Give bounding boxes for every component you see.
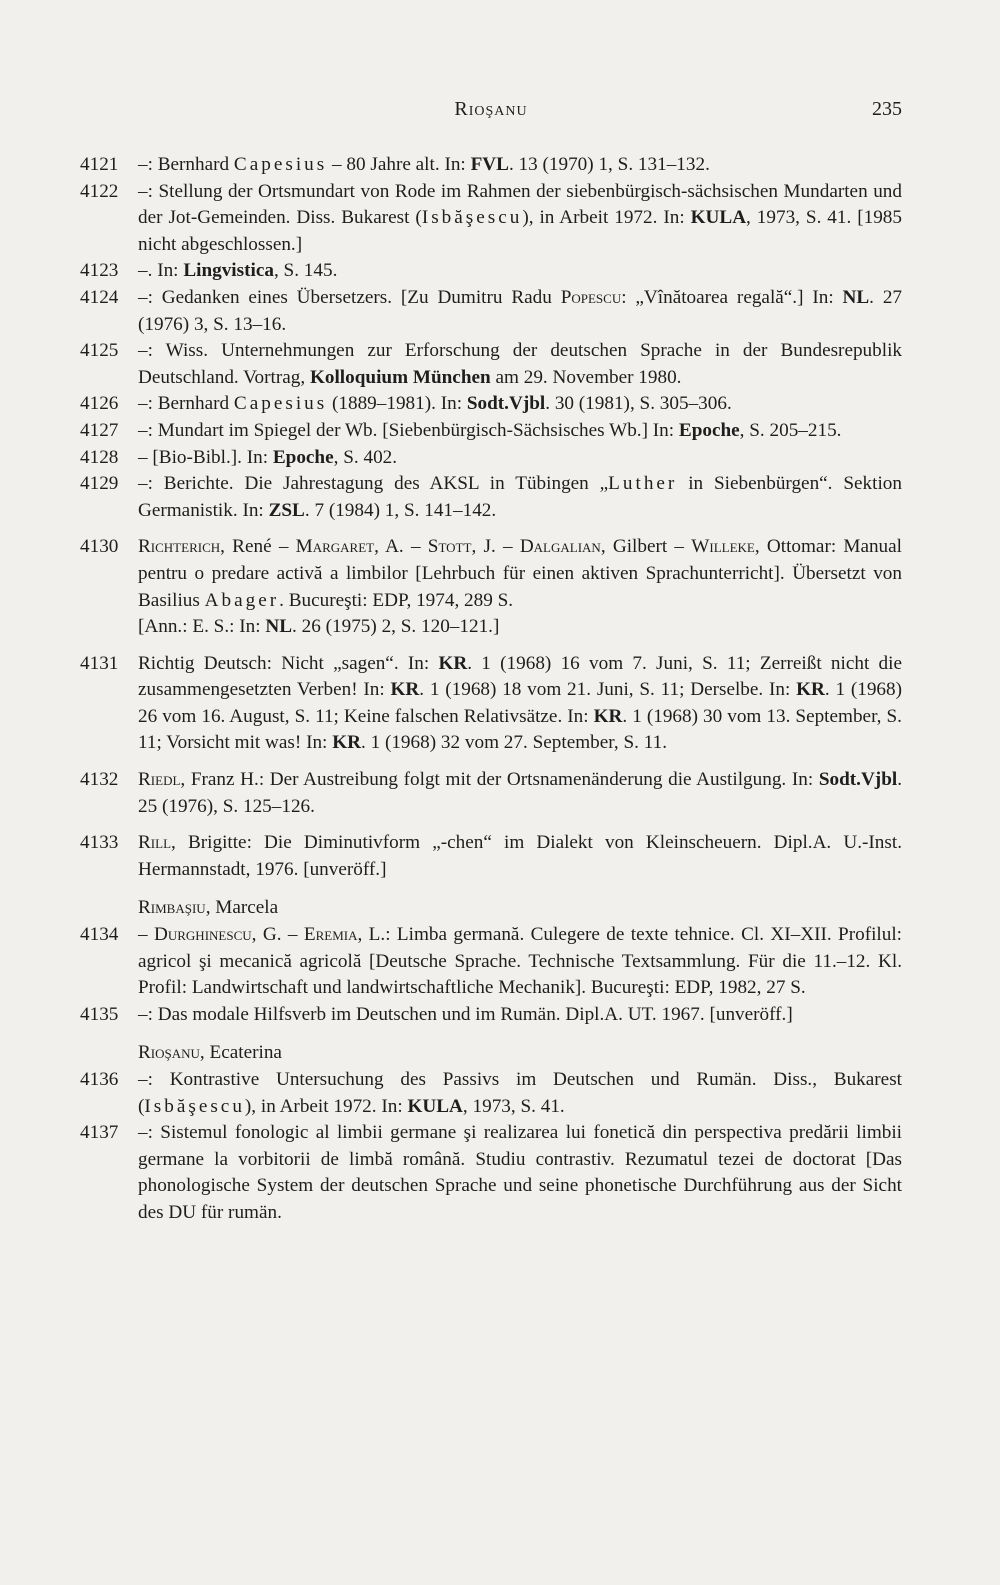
entry-text: –: Bernhard Capesius (1889–1981). In: Sodt.Vjbl. 30 (1981), S. 305–306. (138, 393, 732, 415)
author-heading-rimbasiu: Rimbaşiu, Marcela (138, 897, 279, 919)
entry-text: –: Gedanken eines Übersetzers. [Zu Dumitru Radu Popescu: „Vînătoarea regală“.] In: NL. 27 (1976) 3, S. 13–16. (138, 286, 903, 335)
running-head: Rioşanu (454, 98, 528, 120)
entry-number: 4131 (80, 652, 119, 674)
entry-text: –: Bernhard Capesius – 80 Jahre alt. In: FVL. 13 (1970) 1, S. 131–132. (138, 154, 710, 175)
entry-4121 (80, 152, 902, 179)
entry-number: 4122 (80, 180, 119, 202)
entry-number: 4134 (80, 924, 119, 946)
entry-number: 4127 (80, 419, 119, 441)
entry-4123 (80, 258, 902, 285)
entry-4127 (80, 418, 902, 445)
entry-4128 (80, 445, 902, 472)
entry-number: 4125 (80, 340, 119, 362)
entry-number: 4136 (80, 1069, 119, 1090)
entry-number: 4124 (80, 286, 119, 308)
annotation: [Ann.: E. S.: In: NL. 26 (1975) 2, S. 120–121.] (138, 616, 500, 638)
entry-number: 4135 (80, 1003, 119, 1025)
entry-text: –: Berichte. Die Jahrestagung des AKSL in Tübingen „Luther in Siebenbürgen“. Sektion Germanistik. In: ZSL. 7 (1984) 1, S. 141–142. (138, 473, 902, 521)
entry-text: – Durghinescu, G. – Eremia, L.: Limba germană. Culegere de texte tehnice. Cl. XI–XII. Profilul: agricol şi mecanică agricolă [Deutsche Sprache. Technische Textsammlung. Für die 11.–12. Kl. Profil: Landwirtschaft und landwirtschaftliche Mechanik]. Bucureşti: EDP, 1982, 27 S. (138, 924, 903, 999)
entry-number: 4132 (80, 769, 119, 791)
page-number: 235 (872, 98, 902, 120)
entry-text: – [Bio-Bibl.]. In: Epoche, S. 402. (138, 446, 398, 468)
entry-4134 (80, 922, 902, 1002)
entry-text: Richtig Deutsch: Nicht „sagen“. In: KR. 1 (1968) 16 vom 7. Juni, S. 11; Zerreißt nicht die zusammengesetzten Verben! In: KR. 1 (1968) 18 vom 21. Juni, S. 11; Derselbe. In: KR. 1 (1968) 26 vom 16. August, S. 11; Keine falschen Relativsätze. In: KR. 1 (1968) 30 vom 13. September, S. 11; Vorsicht mit was! In: KR. 1 (1968) 32 vom 27. September, S. 11. (138, 652, 903, 754)
entry-number: 4130 (80, 536, 119, 558)
entry-text: Riedl, Franz H.: Der Austreibung folgt mit der Ortsnamenänderung die Austilgung. In: Sodt.Vjbl. 25 (1976), S. 125–126. (138, 769, 902, 817)
entry-number: 4133 (80, 832, 119, 854)
entry-4124 (80, 285, 902, 338)
entry-4125 (80, 338, 902, 391)
entry-4137 (80, 1120, 902, 1226)
entry-4132 (80, 767, 902, 820)
entry-4126 (80, 391, 902, 418)
entry-number: 4121 (80, 154, 119, 175)
entry-text: –: Kontrastive Untersuchung des Passivs im Deutschen und Rumän. Diss., Bukarest (Isbăşescu), in Arbeit 1972. In: KULA, 1973, S. 41. (138, 1069, 902, 1117)
entry-number: 4123 (80, 260, 119, 282)
entry-number: 4137 (80, 1122, 119, 1144)
author-heading-riosanu: Rioşanu, Ecaterina (138, 1042, 282, 1064)
entry-4136 (80, 1067, 902, 1120)
page-header (80, 98, 902, 134)
entry-text: Richterich, René – Margaret, A. – Stott, J. – Dalgalian, Gilbert – Willeke, Ottomar: Manual pentru o predare activă a limbilor [Lehrbuch für einen aktiven Sprachunterricht]. Übersetzt von Basilius Abager. Bucureşti: EDP, 1974, 289 S. [Ann.: E. S.: In: NL. 26 (1975) 2, S. 120–121.] (138, 536, 903, 638)
entry-4135 (80, 1002, 902, 1029)
entry-number: 4129 (80, 473, 119, 495)
entry-number: 4126 (80, 393, 119, 415)
entry-4130 (80, 534, 902, 640)
entry-text: Rill, Brigitte: Die Diminutivform „-chen“ im Dialekt von Kleinscheuern. Dipl.A. U.-Inst. Hermannstadt, 1976. [unveröff.] (138, 832, 902, 880)
entry-text: –. In: Lingvistica, S. 145. (138, 260, 338, 282)
entry-text: –: Wiss. Unternehmungen zur Erforschung der deutschen Sprache in der Bundesrepublik Deutschland. Vortrag, Kolloquium München am 29. November 1980. (138, 340, 902, 388)
bibliography-list (80, 152, 902, 1227)
entry-text: –: Stellung der Ortsmundart von Rode im Rahmen der siebenbürgisch-sächsischen Mundarten und der Jot-Gemeinden. Diss. Bukarest (Isbăşescu), in Arbeit 1972. In: KULA, 1973, S. 41. [1985 nicht abgeschlossen.] (138, 180, 902, 255)
entry-4131 (80, 651, 902, 757)
entry-text: –: Sistemul fonologic al limbii germane şi realizarea lui fonetică din perspectiva predării limbii germane la vorbitorii de limbă română. Studiu contrastiv. Rezumatul tezei de doctorat [Das phonologische System der deutschen Sprache und seine phonetische Durchführung aus der Sicht des DU für rumän. (138, 1122, 902, 1223)
entry-number: 4128 (80, 446, 119, 468)
entry-4129 (80, 471, 902, 524)
entry-text: –: Mundart im Spiegel der Wb. [Siebenbürgisch-Sächsisches Wb.] In: Epoche, S. 205–215. (138, 419, 842, 441)
entry-4133 (80, 830, 902, 883)
entry-4122 (80, 179, 902, 259)
entry-text: –: Das modale Hilfsverb im Deutschen und im Rumän. Dipl.A. UT. 1967. [unveröff.] (138, 1003, 793, 1025)
